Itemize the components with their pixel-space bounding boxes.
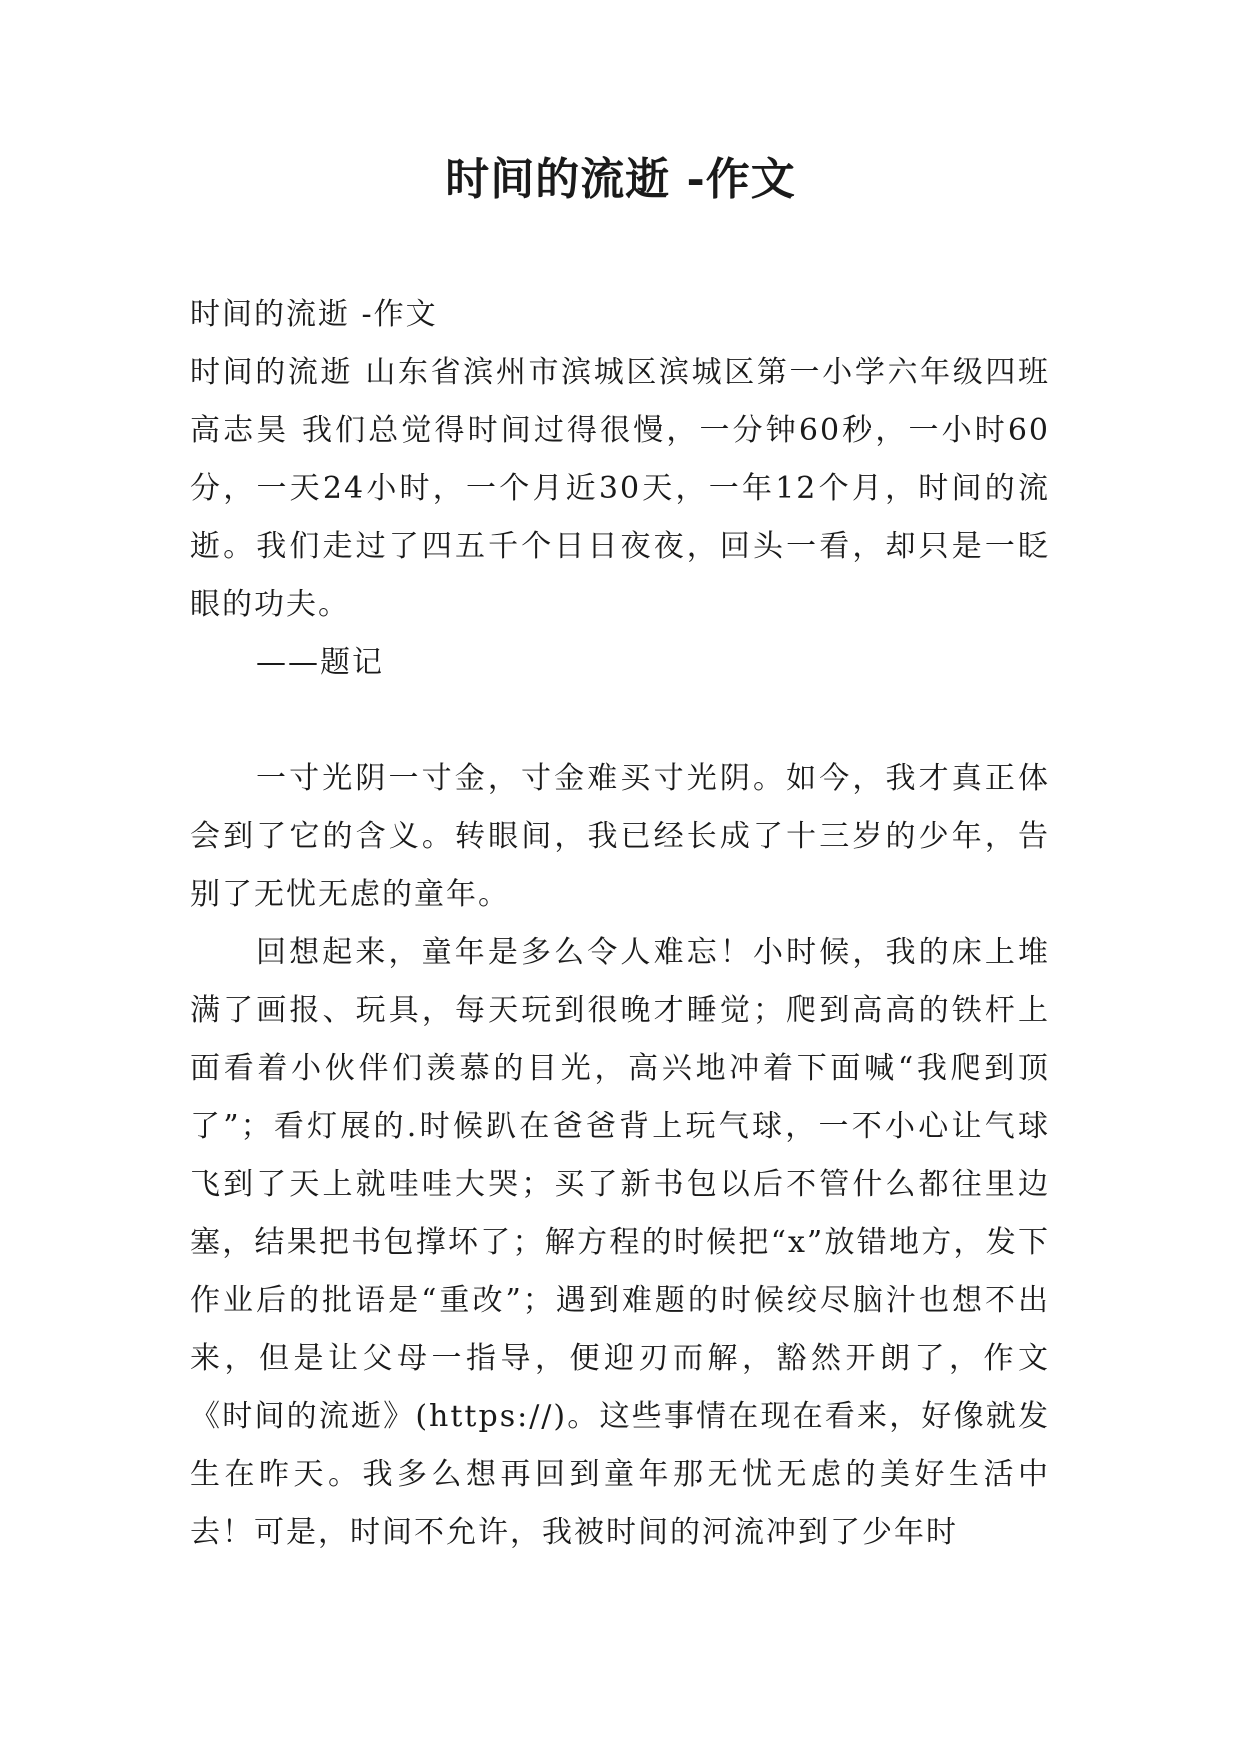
subtitle-line: 时间的流逝 -作文 bbox=[190, 297, 438, 332]
document-body bbox=[190, 286, 1050, 1562]
body-paragraph-2: 回想起来，童年是多么令人难忘！小时候，我的床上堆满了画报、玩具，每天玩到很晚才睡觉；爬到高高的铁杆上面看着小伙伴们羡慕的目光，高兴地冲着下面喊“我爬到顶了”；看灯展的.时候趴在爸爸背上玩气球，一不小心让气球飞到了天上就哇哇大哭；买了新书包以后不管什么都往里边塞，结果把书包撑坏了；解方程的时候把“x”放错地方，发下作业后的批语是“重改”；遇到难题的时候绞尽脑汁也想不出来，但是让父母一指导，便迎刃而解，豁然开朗了，作文《时间的流逝》(https://)。这些事情在现在看来，好像就发生在昨天。我多么想再回到童年那无忧无虑的美好生活中去！可是，时间不允许，我被时间的河流冲到了少年时 bbox=[190, 935, 1050, 1550]
paragraph-gap bbox=[190, 692, 1050, 750]
inscription-line: ——题记 bbox=[256, 645, 384, 680]
intro-paragraph: 时间的流逝 山东省滨州市滨城区滨城区第一小学六年级四班高志昊 我们总觉得时间过得很慢，一分钟60秒，一小时60分，一天24小时，一个月近30天，一年12个月，时间的流逝。我们走过了四五千个日日夜夜，回头一看，却只是一眨眼的功夫。 bbox=[190, 355, 1050, 622]
body-paragraph-1: 一寸光阴一寸金，寸金难买寸光阴。如今，我才真正体会到了它的含义。转眼间，我已经长成了十三岁的少年，告别了无忧无虑的童年。 bbox=[190, 761, 1050, 912]
document-title: 时间的流逝 -作文 bbox=[445, 154, 796, 205]
